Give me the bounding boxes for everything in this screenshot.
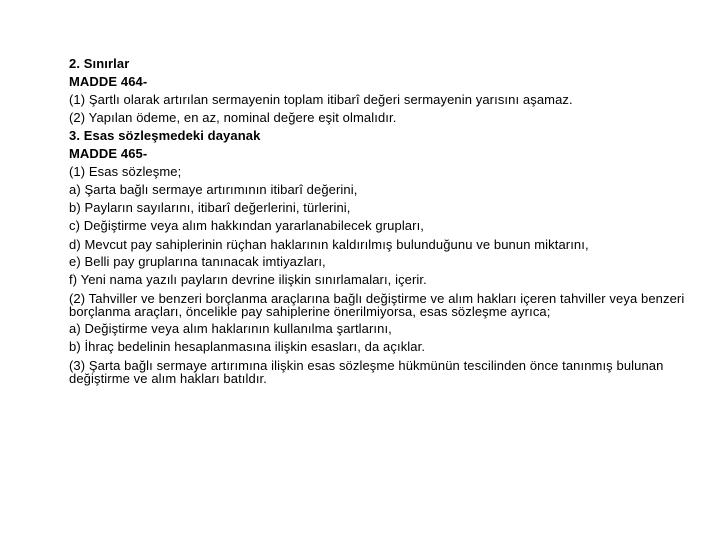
list-item: a) Şarta bağlı sermaye artırımının itibarî değerini, — [69, 182, 358, 197]
section-heading: 2. Sınırlar — [69, 56, 130, 71]
document-body — [69, 55, 694, 387]
section-heading: 3. Esas sözleşmedeki dayanak — [69, 128, 261, 143]
paragraph: (2) Tahviller ve benzeri borçlanma araçlarına bağlı değiştirme ve alım hakları içeren tahviller veya benzeri borçlanma araçları, öncelikle pay sahiplerine önerilmiyorsa, esas sözleşme ayrıca; — [69, 291, 685, 319]
list-item: a) Değiştirme veya alım haklarının kullanılma şartlarını, — [69, 321, 392, 336]
paragraph: (3) Şarta bağlı sermaye artırımına ilişkin esas sözleşme hükmünün tescilinden önce tanınmış bulunan değiştirme ve alım hakları batıldır. — [69, 358, 664, 386]
list-item: b) İhraç bedelinin hesaplanmasına ilişkin esasları, da açıklar. — [69, 339, 426, 354]
list-item: e) Belli pay gruplarına tanınacak imtiyazları, — [69, 254, 326, 269]
list-item: f) Yeni nama yazılı payların devrine ilişkin sınırlamaları, içerir. — [69, 272, 427, 287]
article-title: MADDE 465- — [69, 146, 148, 161]
paragraph: (2) Yapılan ödeme, en az, nominal değere eşit olmalıdır. — [69, 110, 397, 125]
list-item: c) Değiştirme veya alım hakkından yararlanabilecek grupları, — [69, 218, 424, 233]
paragraph: (1) Esas sözleşme; — [69, 164, 182, 179]
article-title: MADDE 464- — [69, 74, 148, 89]
list-item: b) Payların sayılarını, itibarî değerlerini, türlerini, — [69, 200, 351, 215]
list-item: d) Mevcut pay sahiplerinin rüçhan haklarının kaldırılmış bulunduğunu ve bunun miktarını, — [69, 237, 589, 252]
paragraph: (1) Şartlı olarak artırılan sermayenin toplam itibarî değeri sermayenin yarısını aşamaz. — [69, 92, 573, 107]
